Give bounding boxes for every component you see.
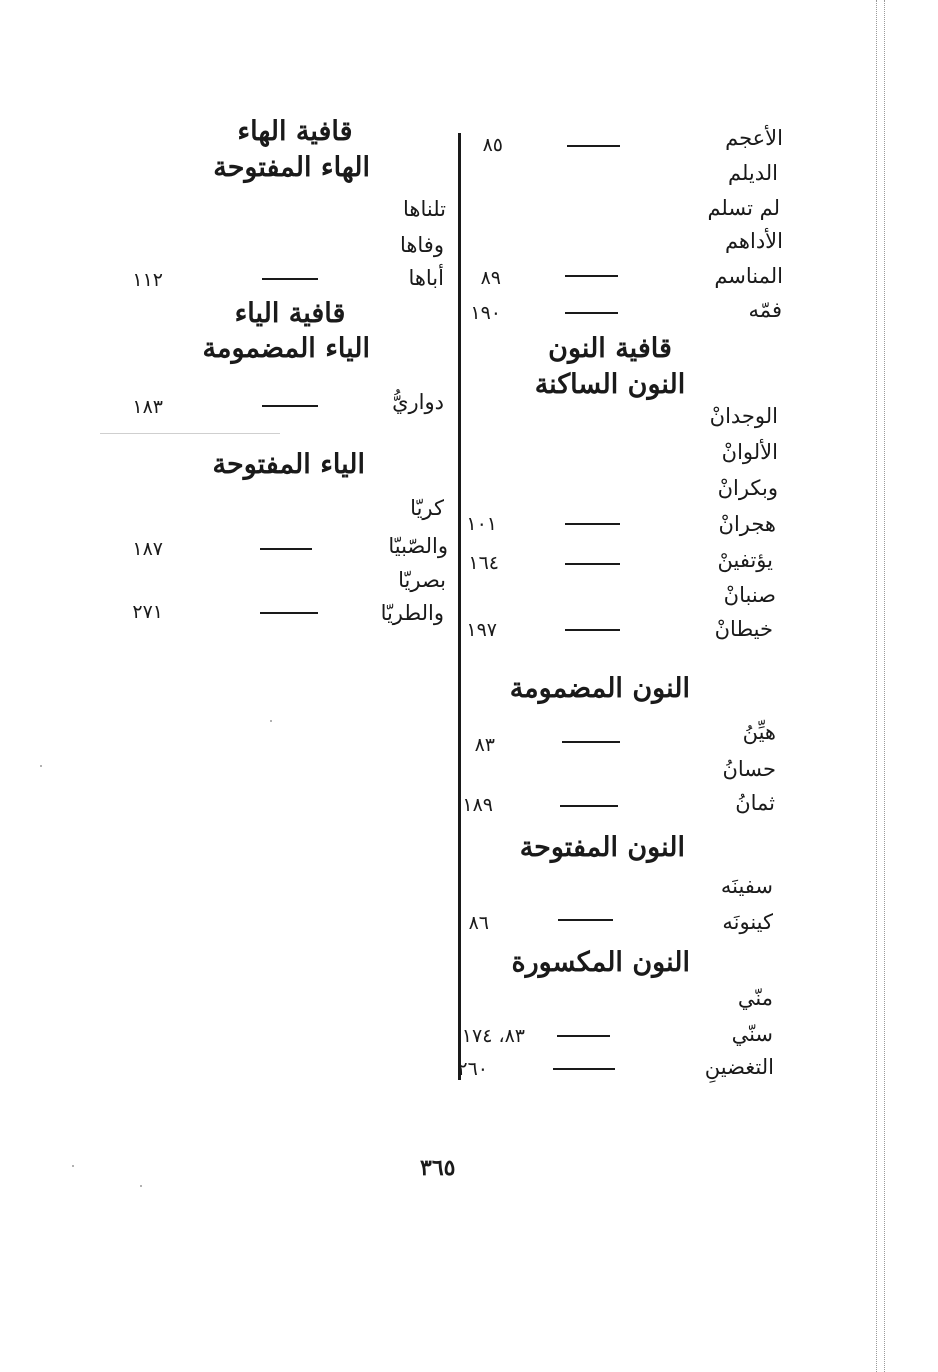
section-title: قافية الهاء xyxy=(237,116,353,147)
dash-separator xyxy=(560,805,618,807)
rhyme-word: كريّا xyxy=(410,496,444,520)
scan-speck xyxy=(72,1165,74,1167)
page-ref: ١١٢ xyxy=(132,269,163,291)
rhyme-word: بصريّا xyxy=(398,568,446,592)
scan-speck xyxy=(40,765,42,767)
rhyme-word: صنبانْ xyxy=(723,583,776,607)
rhyme-word: تلناها xyxy=(402,197,446,221)
rhyme-word: حسانُ xyxy=(722,757,776,781)
page-ref: ١٨٧ xyxy=(132,538,163,560)
page-number: ٣٦٥ xyxy=(420,1155,456,1181)
section-subtitle: الهاء المفتوحة xyxy=(213,152,370,183)
dash-separator xyxy=(553,1068,615,1070)
rhyme-word: أباها xyxy=(408,266,444,290)
dash-separator xyxy=(262,278,318,280)
page-ref: ١٨٣ xyxy=(132,396,163,418)
rhyme-word: يؤتفينْ xyxy=(717,548,773,572)
page-ref: ١٦٤ xyxy=(468,552,499,574)
dash-separator xyxy=(567,145,620,147)
section-subtitle: الياء المفتوحة xyxy=(212,449,365,480)
section-subtitle: الياء المضمومة xyxy=(202,333,370,364)
dash-separator xyxy=(565,629,620,631)
section-subtitle: النون المضمومة xyxy=(509,673,690,704)
page-ref: ٢٦٠ xyxy=(457,1058,488,1080)
rhyme-word: سفينَه xyxy=(720,874,773,898)
rhyme-word: المناسم xyxy=(714,264,783,288)
rhyme-word: ثمانُ xyxy=(735,791,775,815)
dash-separator xyxy=(565,563,620,565)
rhyme-word: الوجدانْ xyxy=(709,404,778,428)
dash-separator xyxy=(557,1035,610,1037)
scan-artifact-line xyxy=(100,433,280,434)
column-divider xyxy=(458,133,461,1080)
dash-separator xyxy=(262,405,318,407)
rhyme-word: سنّي xyxy=(731,1022,773,1046)
rhyme-word: فمّه xyxy=(748,298,782,322)
section-subtitle: النون الساكنة xyxy=(534,369,686,400)
section-subtitle: النون المفتوحة xyxy=(519,832,685,863)
page-edge-line xyxy=(876,0,877,1372)
dash-separator xyxy=(558,919,613,921)
page-ref: ١٠١ xyxy=(466,513,497,535)
page-edge-line xyxy=(884,0,885,1372)
dash-separator xyxy=(565,312,618,314)
rhyme-word: الأداهم xyxy=(724,229,783,253)
page-ref: ٨٣ xyxy=(474,734,495,756)
dash-separator xyxy=(260,612,318,614)
rhyme-word: والطريّا xyxy=(380,601,444,625)
section-title: قافية الياء xyxy=(234,298,346,329)
page-ref: ٢٧١ xyxy=(132,601,163,623)
page-ref: ١٨٩ xyxy=(462,794,493,816)
dash-separator xyxy=(565,523,620,525)
page-ref: ٨٣، ١٧٤ xyxy=(461,1025,525,1047)
dash-separator xyxy=(562,741,620,743)
rhyme-word: الألوانْ xyxy=(721,440,778,464)
rhyme-word: الأعجم xyxy=(725,126,783,150)
page-ref: ١٩٠ xyxy=(470,302,501,324)
dash-separator xyxy=(260,548,312,550)
rhyme-word: كينونَه xyxy=(722,910,773,934)
rhyme-word: منّي xyxy=(737,986,773,1010)
section-subtitle: النون المكسورة xyxy=(511,947,690,978)
rhyme-word: والصّبيّا xyxy=(388,534,448,558)
rhyme-word: هجرانْ xyxy=(718,512,776,536)
rhyme-word: التغضينِ xyxy=(704,1055,774,1079)
rhyme-word: لم تسلم xyxy=(707,196,780,220)
rhyme-word: وبكرانْ xyxy=(717,476,778,500)
rhyme-word: وفاها xyxy=(399,233,444,257)
dash-separator xyxy=(565,275,618,277)
page-ref: ١٩٧ xyxy=(466,619,497,641)
page-ref: ٨٥ xyxy=(482,134,503,156)
rhyme-word: خيطانْ xyxy=(714,617,773,641)
rhyme-word: هيِّنُ xyxy=(742,720,776,744)
page-ref: ٨٦ xyxy=(468,912,489,934)
rhyme-word: الديلم xyxy=(727,161,778,185)
rhyme-word: دواريُّ xyxy=(392,390,444,414)
scan-speck xyxy=(270,720,272,722)
page-ref: ٨٩ xyxy=(480,267,501,289)
scan-speck xyxy=(140,1185,142,1187)
section-title: قافية النون xyxy=(548,333,672,364)
